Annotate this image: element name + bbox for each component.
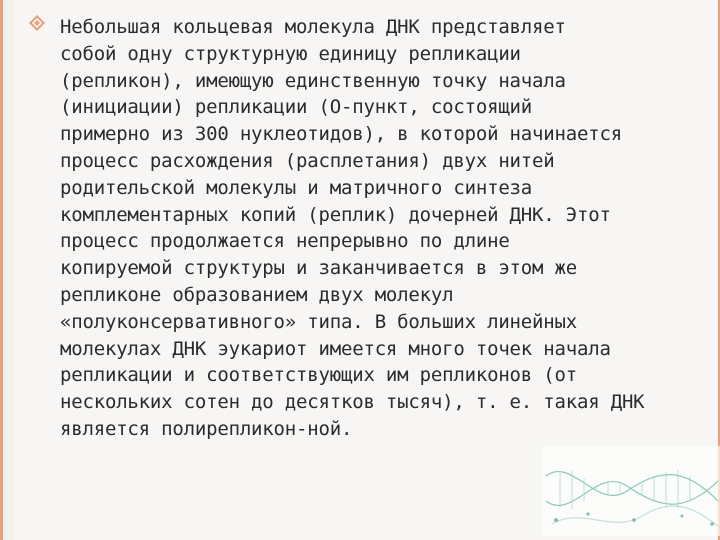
slide-content	[14, 0, 718, 540]
paragraph-text: Небольшая кольцевая молекула ДНК представляет собой одну структурную единицу репликации (репликон), имеющую единственную точку начала (инициации) репликации (O-пункт, состоящий примерно из 300 нуклеотидов), в которой начинается процесс расхождения (расплетания) двух нитей родительской молекулы и матричного синтеза комплементарных копий (реплик) дочерней ДНК. Этот процесс продолжается непрерывно по длине копируемой структуры и заканчивается в этом же репликоне образованием двух молекул «полуконсервативного» типа. В больших линейных молекулах ДНК эукариот имеется много точек начала репликации и соответствующих им репликонов (от нескольких сотен до десятков тысяч), т. е. такая ДНК является полирепликон-ной.	[60, 16, 645, 440]
bullet-item	[28, 14, 708, 443]
diamond-bullet-icon	[28, 14, 46, 32]
bullet-list	[28, 14, 708, 443]
dna-helix-image	[542, 446, 720, 536]
